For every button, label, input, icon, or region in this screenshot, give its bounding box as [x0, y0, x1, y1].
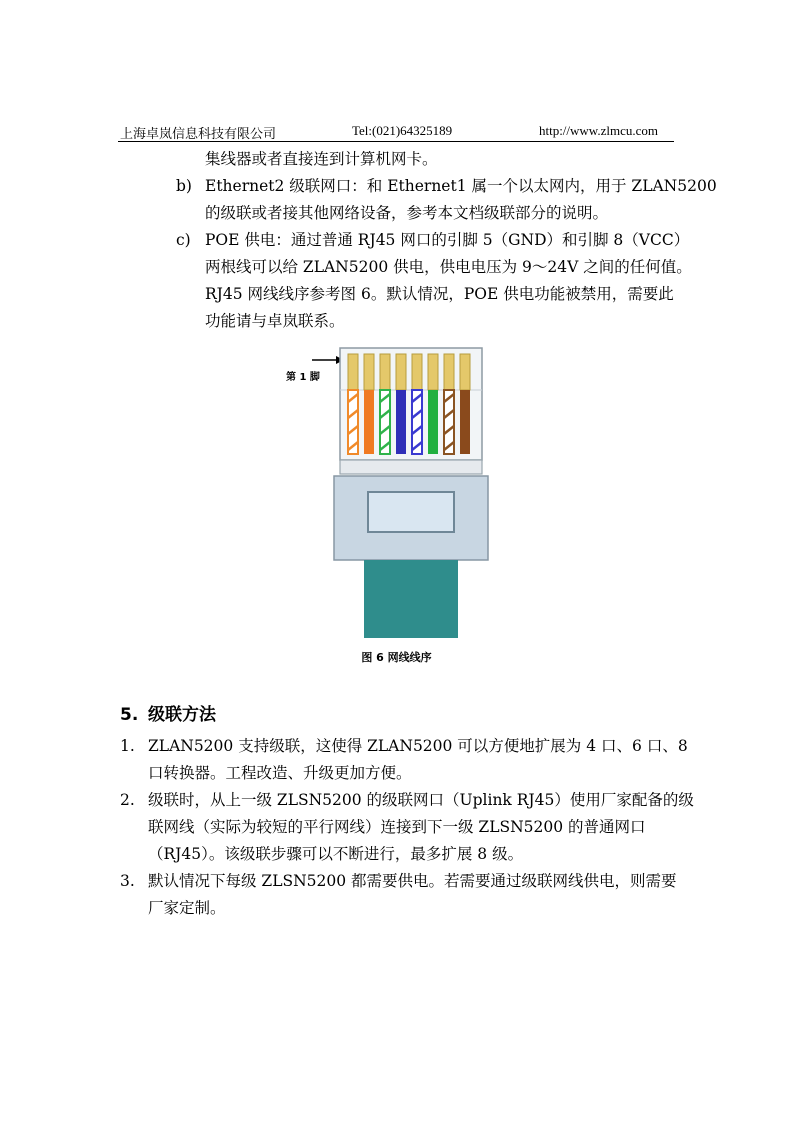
cable-jacket: [364, 560, 458, 638]
list-item-2-line-2: 联网线（实际为较短的平行网线）连接到下一级 ZLSN5200 的普通网口: [148, 818, 646, 836]
pin-4: [396, 354, 406, 390]
item-c-marker: c): [176, 231, 191, 249]
pin-6: [428, 354, 438, 390]
section-number: 5.: [120, 705, 139, 725]
wire-2-orange: [364, 390, 374, 454]
pin-7: [444, 354, 454, 390]
page-header: [118, 121, 674, 142]
item-b-marker: b): [176, 177, 192, 195]
list-item-1-marker: 1.: [120, 737, 135, 755]
item-c-line-4: 功能请与卓岚联系。: [205, 312, 345, 330]
item-c-line-2: 两根线可以给 ZLAN5200 供电，供电电压为 9～24V 之间的任何值。: [205, 258, 692, 276]
intro-line: 集线器或者直接连到计算机网卡。: [205, 150, 438, 168]
latch-window: [368, 492, 454, 532]
item-b-line-2: 的级联或者接其他网络设备，参考本文档级联部分的说明。: [205, 204, 609, 222]
list-item-2-line-1: 级联时，从上一级 ZLSN5200 的级联网口（Uplink RJ45）使用厂家配备的级: [148, 791, 694, 809]
list-item-3-line-2: 厂家定制。: [148, 899, 226, 917]
figure-caption: 图 6 网线线序: [361, 651, 432, 664]
list-item-3-marker: 3.: [120, 872, 135, 890]
crimp-band: [340, 460, 482, 474]
wire-4-blue: [396, 390, 406, 454]
pin-3: [380, 354, 390, 390]
pin-8: [460, 354, 470, 390]
list-item-1-line-1: ZLAN5200 支持级联，这使得 ZLAN5200 可以方便地扩展为 4 口、6 口、8: [148, 737, 688, 755]
section-heading: [120, 700, 216, 725]
pin-1-label: 第 1 脚: [286, 372, 320, 383]
wire-8-brown: [460, 390, 470, 454]
item-c-line-3: RJ45 网线线序参考图 6。默认情况，POE 供电功能被禁用，需要此: [205, 285, 674, 303]
item-b-line-1: Ethernet2 级联网口：和 Ethernet1 属一个以太网内，用于 ZLAN5200: [205, 177, 717, 195]
header-tel: Tel:(021)64325189: [352, 123, 453, 138]
item-c-line-1: POE 供电：通过普通 RJ45 网口的引脚 5（GND）和引脚 8（VCC）: [205, 231, 690, 249]
header-url: http://www.zlmcu.com: [538, 123, 658, 138]
list-item-1-line-2: 口转换器。工程改造、升级更加方便。: [148, 764, 412, 782]
list-item-2-line-3: （RJ45）。该级联步骤可以不断进行，最多扩展 8 级。: [148, 845, 524, 863]
wire-6-green: [428, 390, 438, 454]
list-item-2-marker: 2.: [120, 791, 135, 809]
header-company: 上海卓岚信息科技有限公司: [120, 127, 277, 142]
pin-1: [348, 354, 358, 390]
rj45-figure: [282, 344, 498, 642]
list-item-3-line-1: 默认情况下每级 ZLSN5200 都需要供电。若需要通过级联网线供电，则需要: [148, 872, 677, 890]
rj45-plug-illustration: [282, 344, 498, 642]
pin-5: [412, 354, 422, 390]
section-title: 级联方法: [148, 705, 216, 725]
pin-2: [364, 354, 374, 390]
